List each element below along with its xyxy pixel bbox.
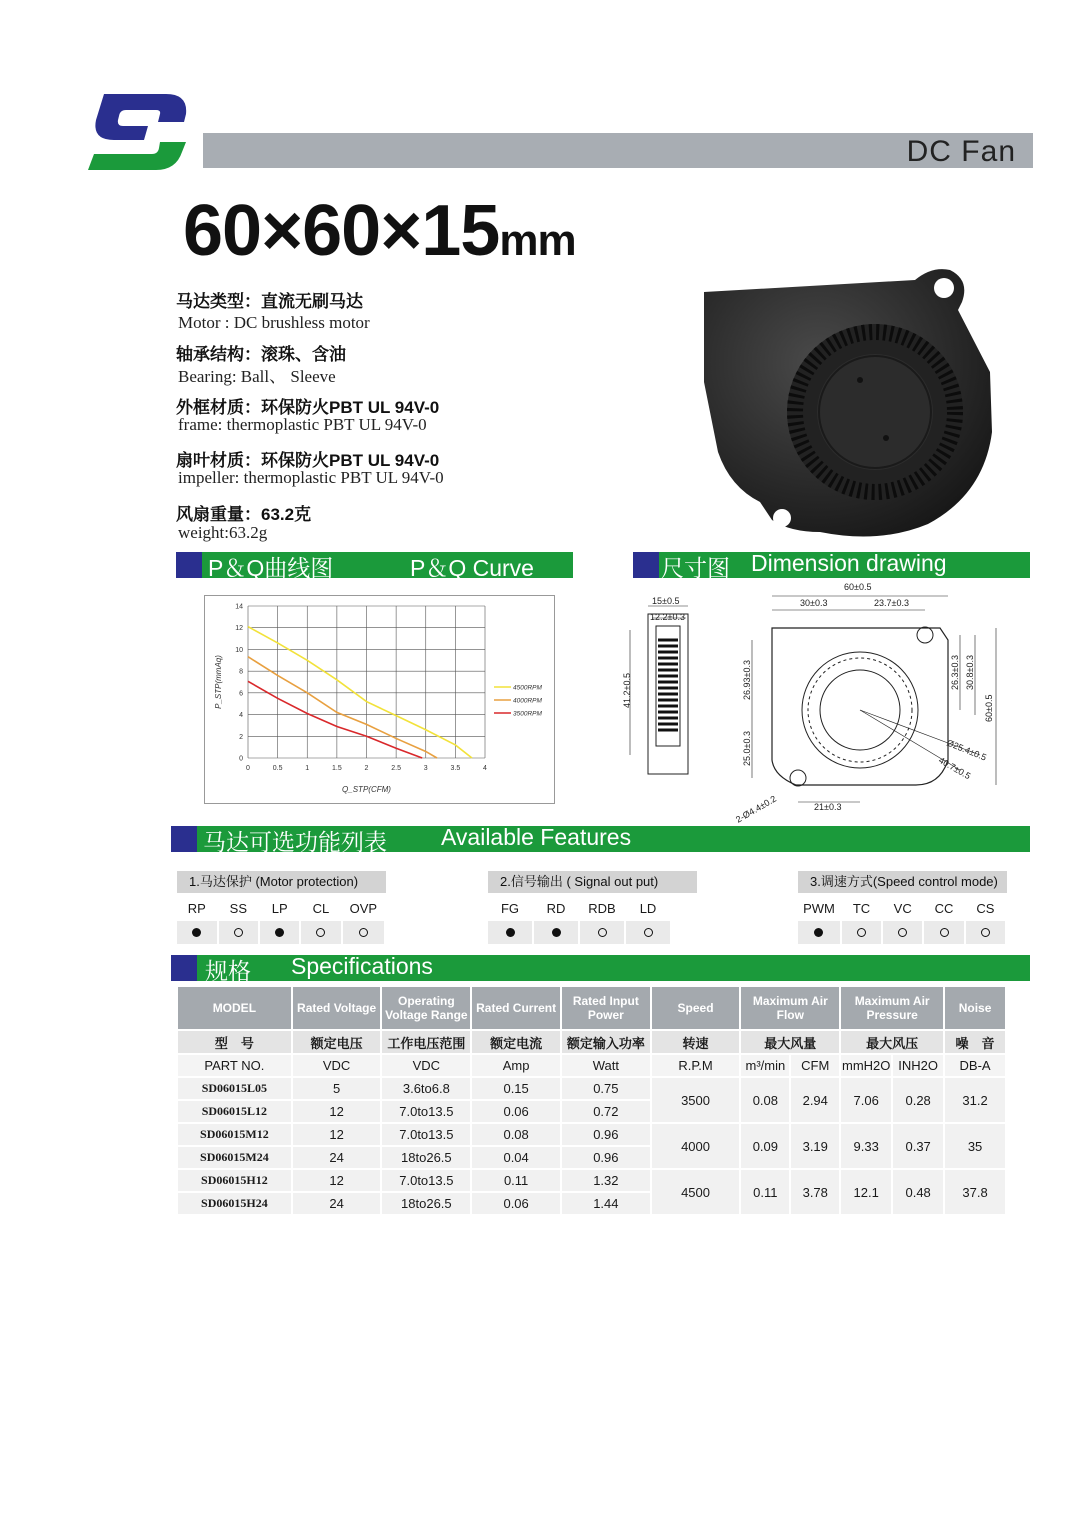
feature-group-speed-control <box>798 871 1007 945</box>
pq-curve-header <box>176 552 573 581</box>
x-tick-label: 2 <box>364 765 369 772</box>
pressure-mm-cell: 7.06 <box>840 1077 892 1123</box>
pq-chart <box>205 596 554 803</box>
specifications-header <box>171 953 1030 984</box>
pressure-in-cell: 0.48 <box>892 1169 944 1215</box>
filled-dot-icon <box>506 928 515 937</box>
feature-mark <box>533 921 579 945</box>
pq-chart-frame <box>204 595 555 804</box>
voltage-cell: 12 <box>292 1123 382 1146</box>
pressure-mm-cell: 9.33 <box>840 1123 892 1169</box>
section-marker <box>176 552 202 578</box>
feature-label: CS <box>965 897 1006 921</box>
weight-cn: 风扇重量：63.2克 <box>176 505 312 524</box>
y-tick-label: 14 <box>235 603 243 611</box>
dim-25-0: 25.0±0.3 <box>742 731 752 766</box>
x-tick-label: 0.5 <box>272 765 283 772</box>
x-tick-label: 1 <box>305 765 310 772</box>
spec-col-header: Maximum Air Pressure <box>840 986 944 1030</box>
range-cell: 7.0to13.5 <box>381 1169 471 1192</box>
dimension-drawing <box>620 580 1030 825</box>
spec-unit: CFM <box>790 1054 840 1077</box>
legend-label: 4500RPM <box>513 684 542 692</box>
power-cell: 0.96 <box>561 1123 651 1146</box>
feature-group-motor-protection <box>177 871 386 945</box>
feature-mark <box>965 921 1006 945</box>
feature-label: RP <box>177 897 218 921</box>
speed-cell: 4000 <box>651 1123 741 1169</box>
specifications-table <box>176 985 1007 1216</box>
open-dot-icon <box>644 928 653 937</box>
dim-60-v: 60±0.5 <box>984 694 994 722</box>
dim-21: 21±0.3 <box>814 802 842 812</box>
feature-label: OVP <box>342 897 385 921</box>
current-cell: 0.06 <box>471 1192 561 1215</box>
impeller-en: impeller: thermoplastic PBT UL 94V-0 <box>178 468 444 487</box>
dim-25-4: Ø25.4±0.5 <box>945 737 988 763</box>
feature-table <box>798 897 1007 945</box>
fan-product-image <box>700 262 1000 540</box>
feature-label: TC <box>841 897 882 921</box>
dimension-header <box>633 550 1030 581</box>
feature-mark <box>579 921 625 945</box>
airflow-cfm-cell: 2.94 <box>790 1077 840 1123</box>
y-tick-label: 4 <box>239 712 243 720</box>
impeller-cn: 扇叶材质：环保防火PBT UL 94V-0 <box>176 451 440 470</box>
spec-header-row <box>177 986 1006 1030</box>
airflow-m3-cell: 0.08 <box>740 1077 790 1123</box>
model-cell: SD06015H12 <box>177 1169 292 1192</box>
x-tick-label: 3.5 <box>450 765 461 772</box>
filled-dot-icon <box>275 928 284 937</box>
feature-table <box>488 897 672 945</box>
model-cell: SD06015M24 <box>177 1146 292 1169</box>
dim-4-4: 2-Ø4.4±0.2 <box>734 793 778 825</box>
range-cell: 7.0to13.5 <box>381 1100 471 1123</box>
spec-unit: mmH2O <box>840 1054 892 1077</box>
current-cell: 0.15 <box>471 1077 561 1100</box>
spec-title-cn: 规格 <box>205 958 251 984</box>
feature-mark <box>841 921 882 945</box>
airflow-cfm-cell: 3.19 <box>790 1123 840 1169</box>
voltage-cell: 5 <box>292 1077 382 1100</box>
x-tick-label: 4 <box>483 765 487 772</box>
company-logo <box>86 92 190 172</box>
dim-40-7: 40.7±0.5 <box>937 755 973 782</box>
feature-mark <box>882 921 923 945</box>
spec-unit: DB-A <box>944 1054 1006 1077</box>
bearing-en: Bearing: Ball、 Sleeve <box>178 367 336 386</box>
feature-mark <box>259 921 300 945</box>
spec-header-cn-row <box>177 1030 1006 1054</box>
section-marker <box>171 955 197 981</box>
open-dot-icon <box>598 928 607 937</box>
spec-title-en: Specifications <box>291 953 433 979</box>
size-unit: mm <box>499 216 576 265</box>
power-cell: 0.75 <box>561 1077 651 1100</box>
series-line <box>248 657 437 758</box>
spec-col-header-cn: 转速 <box>651 1030 741 1054</box>
features-header <box>171 824 1030 855</box>
dim-26-93: 26.93±0.3 <box>742 660 752 700</box>
filled-dot-icon <box>552 928 561 937</box>
feature-label: LP <box>259 897 300 921</box>
dim-23-7: 23.7±0.3 <box>874 598 909 608</box>
legend-label: 4000RPM <box>513 697 542 705</box>
spec-col-header: Noise <box>944 986 1006 1030</box>
feature-group-title: 1.马达保护 (Motor protection) <box>177 871 386 893</box>
spec-unit: INH2O <box>892 1054 944 1077</box>
dim-30: 30±0.3 <box>800 598 828 608</box>
pq-title-cn: P＆Q曲线图 <box>208 555 334 581</box>
model-cell: SD06015L05 <box>177 1077 292 1100</box>
x-tick-label: 3 <box>423 765 428 772</box>
current-cell: 0.06 <box>471 1100 561 1123</box>
spec-col-header: Maximum Air Flow <box>740 986 840 1030</box>
x-tick-label: 2.5 <box>391 765 401 772</box>
feature-group-signal-output <box>488 871 697 945</box>
table-row <box>177 1169 1006 1192</box>
features-title-cn: 马达可选功能列表 <box>203 829 387 855</box>
feature-mark <box>488 921 533 945</box>
feature-table <box>177 897 386 945</box>
x-tick-label: 1.5 <box>332 765 342 772</box>
dim-title-en: Dimension drawing <box>751 550 947 576</box>
range-cell: 18to26.5 <box>381 1146 471 1169</box>
section-marker <box>171 826 197 852</box>
legend-label: 3500RPM <box>513 710 542 718</box>
frame-cn: 外框材质：环保防火PBT UL 94V-0 <box>176 398 440 417</box>
voltage-cell: 12 <box>292 1100 382 1123</box>
motor-type-en: Motor : DC brushless motor <box>178 313 370 332</box>
feature-group-title: 3.调速方式(Speed control mode) <box>798 871 1007 893</box>
power-cell: 0.72 <box>561 1100 651 1123</box>
feature-label: LD <box>625 897 671 921</box>
voltage-cell: 12 <box>292 1169 382 1192</box>
spec-col-header-cn: 额定输入功率 <box>561 1030 651 1054</box>
spec-unit: VDC <box>292 1054 382 1077</box>
model-cell: SD06015H24 <box>177 1192 292 1215</box>
power-cell: 1.44 <box>561 1192 651 1215</box>
dim-12-2: 12.2±0.3 <box>650 612 685 622</box>
pq-title-en: P＆Q Curve <box>410 555 534 581</box>
y-tick-label: 6 <box>239 690 243 698</box>
feature-mark <box>177 921 218 945</box>
open-dot-icon <box>316 928 325 937</box>
spec-unit: PART NO. <box>177 1054 292 1077</box>
feature-label: CL <box>300 897 341 921</box>
feature-label: VC <box>882 897 923 921</box>
feature-label: RD <box>533 897 579 921</box>
dim-26-3: 26.3±0.3 <box>950 655 960 690</box>
feature-label: PWM <box>798 897 841 921</box>
power-cell: 1.32 <box>561 1169 651 1192</box>
current-cell: 0.08 <box>471 1123 561 1146</box>
bearing-cn: 轴承结构：滚珠、含油 <box>176 345 346 364</box>
spec-col-header-cn: 工作电压范围 <box>381 1030 471 1054</box>
spec-col-header-cn: 额定电流 <box>471 1030 561 1054</box>
spec-col-header: MODEL <box>177 986 292 1030</box>
spec-unit: m³/min <box>740 1054 790 1077</box>
feature-label: CC <box>923 897 964 921</box>
section-marker <box>633 552 659 578</box>
feature-mark <box>625 921 671 945</box>
spec-unit: R.P.M <box>651 1054 741 1077</box>
spec-col-header: Operating Voltage Range <box>381 986 471 1030</box>
voltage-cell: 24 <box>292 1192 382 1215</box>
feature-mark <box>923 921 964 945</box>
dim-15: 15±0.5 <box>652 596 680 606</box>
open-dot-icon <box>940 928 949 937</box>
x-tick-label: 0 <box>246 765 250 772</box>
feature-mark <box>342 921 385 945</box>
filled-dot-icon <box>814 928 823 937</box>
spec-unit: Watt <box>561 1054 651 1077</box>
features-title-en: Available Features <box>441 824 632 850</box>
feature-mark <box>798 921 841 945</box>
spec-col-header: Rated Voltage <box>292 986 382 1030</box>
current-cell: 0.04 <box>471 1146 561 1169</box>
airflow-m3-cell: 0.11 <box>740 1169 790 1215</box>
range-cell: 18to26.5 <box>381 1192 471 1215</box>
voltage-cell: 24 <box>292 1146 382 1169</box>
feature-label: FG <box>488 897 533 921</box>
y-axis-label: P_STP(mmAq) <box>214 655 223 709</box>
airflow-cfm-cell: 3.78 <box>790 1169 840 1215</box>
model-cell: SD06015L12 <box>177 1100 292 1123</box>
airflow-m3-cell: 0.09 <box>740 1123 790 1169</box>
side-view <box>630 606 688 774</box>
feature-mark <box>300 921 341 945</box>
dim-30-8: 30.8±0.3 <box>965 655 975 690</box>
open-dot-icon <box>234 928 243 937</box>
table-row <box>177 1123 1006 1146</box>
table-row <box>177 1077 1006 1100</box>
x-axis-label: Q_STP(CFM) <box>342 785 391 794</box>
y-tick-label: 12 <box>235 625 243 633</box>
noise-cell: 37.8 <box>944 1169 1006 1215</box>
weight-en: weight:63.2g <box>178 523 268 542</box>
dim-title-cn: 尺寸图 <box>661 555 730 581</box>
filled-dot-icon <box>192 928 201 937</box>
open-dot-icon <box>981 928 990 937</box>
pressure-in-cell: 0.28 <box>892 1077 944 1123</box>
y-tick-label: 10 <box>235 646 243 654</box>
frame-en: frame: thermoplastic PBT UL 94V-0 <box>178 415 427 434</box>
noise-cell: 35 <box>944 1123 1006 1169</box>
dim-60: 60±0.5 <box>844 582 872 592</box>
feature-group-title: 2.信号输出 ( Signal out put) <box>488 871 697 893</box>
y-tick-label: 2 <box>239 733 243 741</box>
spec-col-header-cn: 噪 音 <box>944 1030 1006 1054</box>
feature-mark <box>218 921 259 945</box>
current-cell: 0.11 <box>471 1169 561 1192</box>
model-cell: SD06015M12 <box>177 1123 292 1146</box>
range-cell: 3.6to6.8 <box>381 1077 471 1100</box>
spec-col-header-cn: 型 号 <box>177 1030 292 1054</box>
spec-col-header: Speed <box>651 986 741 1030</box>
open-dot-icon <box>857 928 866 937</box>
spec-col-header: Rated Current <box>471 986 561 1030</box>
spec-unit: VDC <box>381 1054 471 1077</box>
spec-col-header-cn: 最大风量 <box>740 1030 840 1054</box>
open-dot-icon <box>359 928 368 937</box>
series-line <box>248 627 472 758</box>
size-main: 60×60×15 <box>183 191 500 271</box>
pressure-in-cell: 0.37 <box>892 1123 944 1169</box>
open-dot-icon <box>898 928 907 937</box>
dim-41-2: 41.2±0.5 <box>622 673 632 708</box>
pressure-mm-cell: 12.1 <box>840 1169 892 1215</box>
spec-unit: Amp <box>471 1054 561 1077</box>
spec-col-header: Rated Input Power <box>561 986 651 1030</box>
spec-col-header-cn: 额定电压 <box>292 1030 382 1054</box>
motor-type-cn: 马达类型：直流无刷马达 <box>176 292 363 311</box>
feature-label: RDB <box>579 897 625 921</box>
speed-cell: 3500 <box>651 1077 741 1123</box>
noise-cell: 31.2 <box>944 1077 1006 1123</box>
spec-col-header-cn: 最大风压 <box>840 1030 944 1054</box>
feature-label: SS <box>218 897 259 921</box>
spec-unit-row <box>177 1054 1006 1077</box>
product-size-title <box>183 190 576 272</box>
power-cell: 0.96 <box>561 1146 651 1169</box>
product-category-title: DC Fan <box>906 135 1016 168</box>
range-cell: 7.0to13.5 <box>381 1123 471 1146</box>
speed-cell: 4500 <box>651 1169 741 1215</box>
y-tick-label: 0 <box>239 755 243 763</box>
y-tick-label: 8 <box>239 668 243 676</box>
